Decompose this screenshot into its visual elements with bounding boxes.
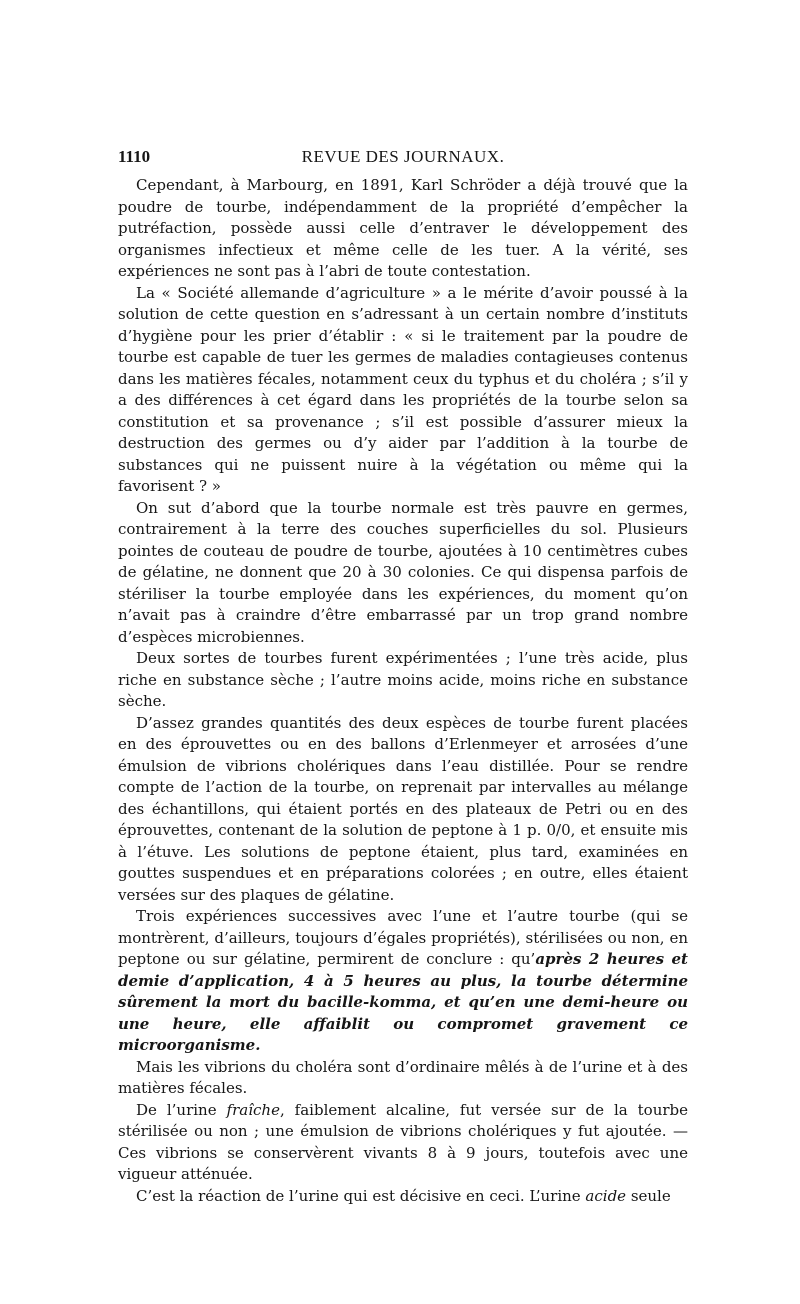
page-header [118, 143, 688, 173]
paragraph-text: C’est la réaction de l’urine qui est décisive en ceci. L’urine [136, 1186, 586, 1205]
paragraph-text: Trois expériences successives avec l’une et l’autre tourbe (qui se montrèrent, d’ailleurs, toujours d’égales propriétés), stérilisées ou non, en peptone ou sur gélatine, permirent de conclure : qu’ [118, 907, 688, 968]
paragraph: Deux sortes de tourbes furent expérimentées ; l’une très acide, plus riche en substance sèche ; l’autre moins acide, moins riche en substance sèche. [118, 649, 688, 710]
paragraph [118, 906, 688, 1057]
paragraph-text: De l’urine [136, 1100, 227, 1119]
paragraph-text: seule [626, 1186, 671, 1205]
document-page [118, 143, 688, 1207]
page-number: 1110 [118, 147, 151, 166]
italic-word: acide [585, 1186, 627, 1205]
italic-word: fraîche [226, 1100, 280, 1119]
paragraph: D’assez grandes quantités des deux espèces de tourbe furent placées en des éprouvettes ou en des ballons d’Erlenmeyer et arrosées d’une émulsion de vibrions cholériques dans l’eau distillée. Pour se rendre compte de l’action de la tourbe, on reprenait par intervalles au mélange des échantillons, qui étaient portés en des plateaux de Petri ou en des éprouvettes, contenant de la solution de peptone à 1 p. 0/0, et ensuite mis à l’étuve. Les solutions de peptone étaient, plus tard, examinées en gouttes suspendues et en préparations colorées ; en outre, elles étaient versées sur des plaques de gélatine. [118, 713, 688, 904]
paragraph: La « Société allemande d’agriculture » a le mérite d’avoir poussé à la solution de cette question en s’adressant à un certain nombre d’instituts d’hygiène pour les prier d’établir : « si le traitement par la poudre de tourbe est capable de tuer les germes de maladies contagieuses contenus dans les matières fécales, notamment ceux du typhus et du choléra ; s’il y a des différences à cet égard dans les propriétés de la tourbe selon sa constitution et sa provenance ; s’il est possible d’assurer mieux la destruction des germes ou d’y aider par l’addition à la tourbe de substances qui ne puissent nuire à la végétation ou même qui la favorisent ? » [118, 283, 688, 495]
running-title: REVUE DES JOURNAUX. [301, 147, 505, 166]
paragraph [118, 1100, 688, 1186]
paragraph-text: , faiblement alcaline, fut versée sur de la tourbe stérilisée ou non ; une émulsion de vibrions cholériques y fut ajoutée. — Ces vibrions se conservèrent vivants 8 à 9 jours, toutefois avec une vigueur atténuée. [118, 1100, 689, 1183]
emphasized-conclusion: après 2 heures et demie d’application, 4 à 5 heures au plus, la tourbe détermine sûrement la mort du bacille-komma, et qu’en une demi-heure ou une heure, elle affaiblit ou compromet gravement ce microorganisme. [118, 950, 688, 1054]
body-text [118, 175, 688, 1207]
paragraph [118, 1186, 688, 1208]
paragraph: On sut d’abord que la tourbe normale est très pauvre en germes, contrairement à la terre des couches superficielles du sol. Plusieurs pointes de couteau de poudre de tourbe, ajoutées à 10 centimètres cubes de gélatine, ne donnent que 20 à 30 colonies. Ce qui dispensa parfois de stériliser la tourbe employée dans les expériences, du moment qu’on n’avait pas à craindre d’être embarrassé par un trop grand nombre d’espèces microbiennes. [118, 498, 688, 646]
paragraph: Cependant, à Marbourg, en 1891, Karl Schröder a déjà trouvé que la poudre de tourbe, indépendamment de la propriété d’empêcher la putréfaction, possède aussi celle d’entraver le développement des organismes infectieux et même celle de les tuer. A la vérité, ses expériences ne sont pas à l’abri de toute contestation. [118, 176, 688, 280]
paragraph: Mais les vibrions du choléra sont d’ordinaire mêlés à de l’urine et à des matières fécales. [118, 1057, 688, 1097]
